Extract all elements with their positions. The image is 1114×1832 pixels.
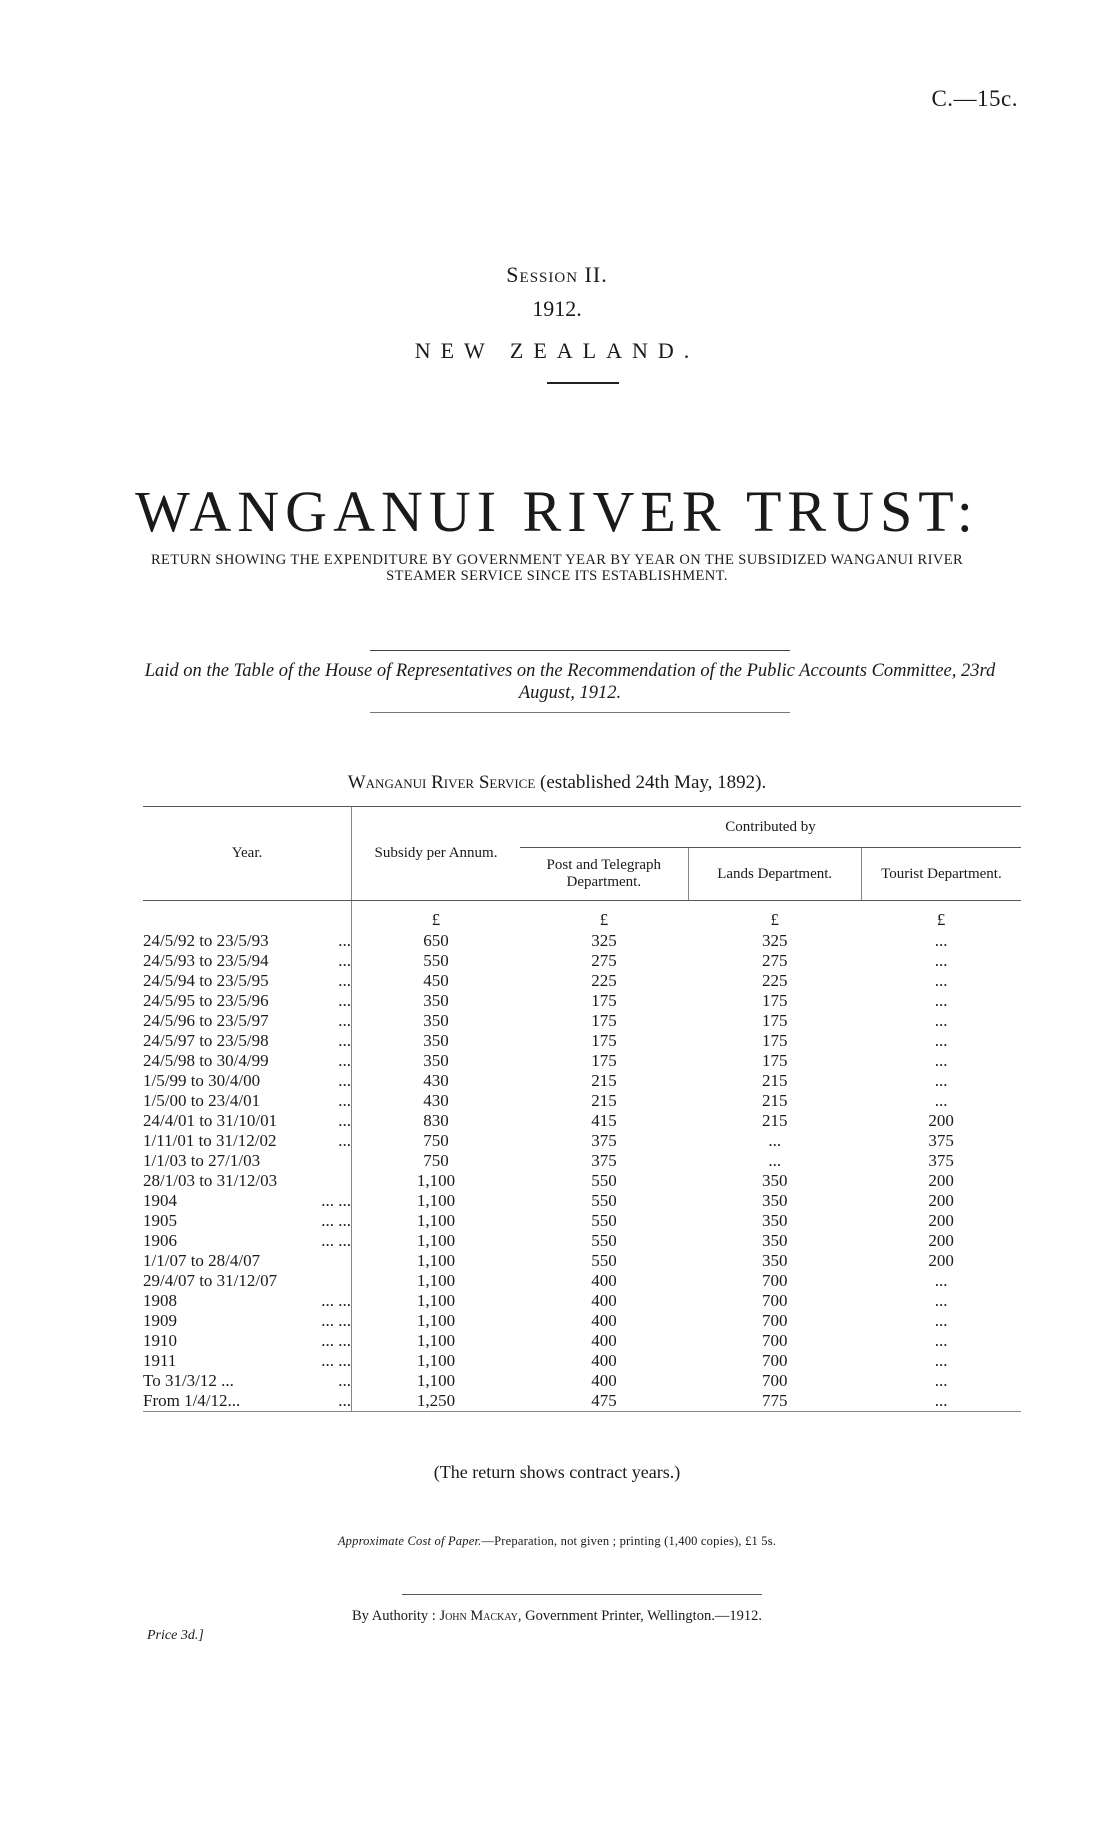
cell-year: 1/11/01 to 31/12/02 [143,1131,277,1150]
table-bottom-rule [143,1412,1021,1419]
cell-lands: 700 [761,1291,788,1310]
cell-tourist: 200 [928,1211,954,1230]
table-row [143,1211,1021,1231]
cell-lands: 325 [761,931,788,950]
cell-subsidy: 550 [351,951,520,971]
cell-post-telegraph: 175 [591,1051,617,1070]
cell-lands: 700 [761,1351,788,1370]
divider-rule [547,382,619,384]
cell-lands: 700 [761,1371,788,1390]
cell-post-telegraph: 475 [591,1391,617,1410]
divider-rule [370,712,790,713]
cell-post-telegraph: 400 [591,1271,617,1290]
divider-rule [402,1594,762,1595]
cell-year: 1906 [143,1231,177,1250]
unit-lands: £ [770,910,779,929]
table-row [143,1031,1021,1051]
cell-post-telegraph: 175 [591,1031,617,1050]
cell-leader-dots: ... ... [321,1351,351,1370]
cell-subsidy: 750 [351,1131,520,1151]
table-caption-detail: (established 24th May, 1892). [540,772,767,793]
cell-year: 24/5/98 to 30/4/99 [143,1051,269,1070]
cell-leader-dots: ... ... [321,1311,351,1330]
divider-rule [370,650,790,651]
cell-year: From 1/4/12... [143,1391,241,1410]
cell-year: 24/5/97 to 23/5/98 [143,1031,269,1050]
cell-lands: 175 [761,1051,788,1070]
cell-post-telegraph: 215 [591,1091,617,1110]
cell-subsidy: 350 [351,1031,520,1051]
cell-tourist: 200 [928,1171,954,1190]
table-row [143,1151,1021,1171]
cell-tourist: ... [934,1391,948,1410]
cell-subsidy: 1,100 [351,1351,520,1371]
cell-leader-dots: ... ... [321,1191,351,1210]
table-row [143,1231,1021,1251]
country-name: NEW ZEALAND. [414,338,700,363]
cell-leader-dots: ... [338,951,351,970]
cell-lands: 215 [761,1071,788,1090]
cell-tourist: 375 [928,1131,954,1150]
cell-subsidy: 830 [351,1111,520,1131]
cell-year: 24/5/94 to 23/5/95 [143,971,269,990]
cell-subsidy: 1,250 [351,1391,520,1412]
cell-leader-dots [319,1171,351,1191]
cell-year: To 31/3/12 ... [143,1371,234,1390]
authority-suffix: Government Printer, Wellington.—1912. [525,1608,762,1624]
cell-subsidy: 1,100 [351,1171,520,1191]
unit-row [143,901,1021,932]
cell-tourist: ... [934,1071,948,1090]
table-caption-name: Wanganui River Service [347,772,536,793]
table-row [143,1331,1021,1351]
cell-subsidy: 1,100 [351,1371,520,1391]
table-row [143,1011,1021,1031]
cell-subsidy: 430 [351,1071,520,1091]
cell-tourist: ... [934,1271,948,1290]
cell-tourist: 375 [928,1151,954,1170]
cell-leader-dots: ... [338,1011,351,1030]
cell-subsidy: 350 [351,991,520,1011]
cell-year: 24/5/95 to 23/5/96 [143,991,269,1010]
cell-tourist: ... [934,1011,948,1030]
cell-subsidy: 430 [351,1091,520,1111]
cell-lands: 350 [761,1171,788,1190]
cell-subsidy: 750 [351,1151,520,1171]
table-row [143,1371,1021,1391]
cell-year: 24/5/96 to 23/5/97 [143,1011,269,1030]
cell-tourist: ... [934,1351,948,1370]
cell-post-telegraph: 225 [591,971,617,990]
cell-post-telegraph: 175 [591,1011,617,1030]
table-row [143,1391,1021,1412]
cell-post-telegraph: 215 [591,1071,617,1090]
cell-lands: 175 [761,991,788,1010]
cell-year: 1909 [143,1311,177,1330]
table-row [143,1111,1021,1131]
cell-post-telegraph: 550 [591,1231,617,1250]
table-row [143,971,1021,991]
cell-leader-dots: ... [338,1051,351,1070]
cell-post-telegraph: 550 [591,1191,617,1210]
cell-subsidy: 650 [351,931,520,951]
cell-year: 1908 [143,1291,177,1310]
cell-post-telegraph: 400 [591,1371,617,1390]
subsidy-table [143,806,1021,1418]
document-reference: C.—15c. [931,86,1018,111]
page-title: WANGANUI RIVER TRUST: [135,479,979,544]
cell-lands: 350 [761,1191,788,1210]
session-year: 1912. [532,296,582,321]
cell-lands: 775 [761,1391,788,1410]
cell-leader-dots: ... [338,931,351,950]
unit-post: £ [599,910,609,929]
cell-tourist: ... [934,1331,948,1350]
price-label: Price 3d.] [147,1628,204,1643]
cell-post-telegraph: 550 [591,1251,617,1270]
cell-leader-dots [319,1151,351,1171]
printer-name: John Mackay, [439,1608,522,1624]
cell-leader-dots: ... [338,1131,351,1150]
cell-tourist: 200 [928,1111,954,1130]
table-row [143,1271,1021,1291]
page-subtitle: RETURN SHOWING THE EXPENDITURE BY GOVERNMENT YEAR BY YEAR ON THE SUBSIDIZED WANGANUI RIVER STEAMER SERVICE SINCE ITS ESTABLISHMENT. [150,552,964,584]
cell-lands: 700 [761,1311,788,1330]
cell-subsidy: 1,100 [351,1331,520,1351]
cell-tourist: 200 [928,1231,954,1250]
cell-subsidy: 1,100 [351,1251,520,1271]
cell-tourist: ... [934,931,948,950]
table-note: (The return shows contract years.) [433,1462,681,1482]
table-row [143,931,1021,951]
table-row [143,1311,1021,1331]
authority-line [0,1608,1114,1625]
cell-lands: ... [768,1131,782,1150]
cell-tourist: 200 [928,1191,954,1210]
cell-subsidy: 1,100 [351,1291,520,1311]
session-label: Session II. [506,262,608,287]
cell-post-telegraph: 375 [591,1131,617,1150]
header-post-telegraph: Post and Telegraph Department. [520,848,688,901]
cost-label: Approximate Cost of Paper. [337,1534,482,1548]
cell-post-telegraph: 415 [591,1111,617,1130]
cell-year: 1910 [143,1331,177,1350]
cell-year: 1/5/99 to 30/4/00 [143,1071,261,1090]
cell-post-telegraph: 400 [591,1311,617,1330]
cell-lands: 700 [761,1271,788,1290]
header-tourist: Tourist Department. [861,848,1021,901]
cell-post-telegraph: 550 [591,1171,617,1190]
table-row [143,1091,1021,1111]
cell-year: 1904 [143,1191,177,1210]
cell-year: 1911 [143,1351,177,1370]
cell-year: 1/1/07 to 28/4/07 [143,1251,261,1270]
cell-lands: 350 [761,1231,788,1250]
cell-subsidy: 350 [351,1011,520,1031]
cell-leader-dots: ... [338,1031,351,1050]
cell-subsidy: 1,100 [351,1271,520,1291]
header-lands: Lands Department. [688,848,861,901]
table-row [143,1051,1021,1071]
cell-leader-dots: ... ... [321,1231,351,1250]
laid-on-table-note: Laid on the Table of the House of Representatives on the Recommendation of the Public Accounts Committee, 23rd August, 1912. [144,661,996,703]
cell-post-telegraph: 550 [591,1211,617,1230]
cell-year: 1905 [143,1211,177,1230]
cell-tourist: ... [934,1291,948,1310]
cell-subsidy: 1,100 [351,1211,520,1231]
cell-leader-dots [319,1271,351,1291]
cell-post-telegraph: 400 [591,1331,617,1350]
cell-tourist: 200 [928,1251,954,1270]
cell-lands: 275 [761,951,788,970]
cell-leader-dots: ... ... [321,1291,351,1310]
cell-tourist: ... [934,971,948,990]
cell-year: 1/5/00 to 23/4/01 [143,1091,261,1110]
cell-leader-dots: ... [338,971,351,990]
cell-tourist: ... [934,1051,948,1070]
cell-tourist: ... [934,1311,948,1330]
cell-leader-dots: ... [338,1391,351,1410]
cell-lands: 700 [761,1331,788,1350]
table-caption [0,772,1114,794]
cell-post-telegraph: 175 [591,991,617,1010]
cell-leader-dots: ... [338,1091,351,1110]
cell-leader-dots: ... [338,1071,351,1090]
cell-leader-dots: ... [338,1111,351,1130]
cell-lands: 175 [761,1031,788,1050]
cell-subsidy: 1,100 [351,1311,520,1331]
header-contributed-by: Contributed by [520,807,1021,848]
cell-leader-dots: ... [338,1371,351,1390]
cell-year: 24/5/92 to 23/5/93 [143,931,269,950]
cell-subsidy: 450 [351,971,520,991]
cell-tourist: ... [934,1371,948,1390]
header-subsidy: Subsidy per Annum. [351,807,520,901]
cell-leader-dots: ... [338,991,351,1010]
cell-subsidy: 1,100 [351,1191,520,1211]
cell-lands: 215 [761,1111,788,1130]
cell-year: 24/4/01 to 31/10/01 [143,1111,278,1130]
cell-post-telegraph: 275 [591,951,617,970]
cell-year: 28/1/03 to 31/12/03 [143,1171,278,1190]
cell-tourist: ... [934,1031,948,1050]
cell-leader-dots: ... ... [321,1211,351,1230]
cost-of-paper [0,1534,1114,1549]
cell-post-telegraph: 400 [591,1351,617,1370]
cell-lands: 215 [761,1091,788,1110]
authority-prefix: By Authority : [352,1608,436,1624]
table-row [143,1071,1021,1091]
cell-subsidy: 1,100 [351,1231,520,1251]
cell-leader-dots: ... ... [321,1331,351,1350]
cell-lands: 350 [761,1251,788,1270]
cost-text: —Preparation, not given ; printing (1,400 copies), £1 5s. [481,1534,777,1548]
cell-leader-dots [319,1251,351,1271]
cell-year: 1/1/03 to 27/1/03 [143,1151,261,1170]
cell-lands: ... [768,1151,782,1170]
cell-lands: 350 [761,1211,788,1230]
cell-subsidy: 350 [351,1051,520,1071]
table-row [143,991,1021,1011]
unit-tourist: £ [936,910,946,929]
cell-tourist: ... [934,951,948,970]
cell-year: 29/4/07 to 31/12/07 [143,1271,278,1290]
cell-post-telegraph: 400 [591,1291,617,1310]
table-row [143,1251,1021,1271]
table-row [143,1191,1021,1211]
unit-subsidy: £ [351,901,520,932]
cell-tourist: ... [934,1091,948,1110]
cell-post-telegraph: 325 [591,931,617,950]
cell-lands: 175 [761,1011,788,1030]
cell-tourist: ... [934,991,948,1010]
table-row [143,1351,1021,1371]
table-row [143,951,1021,971]
header-year: Year. [143,807,351,901]
table-row [143,1291,1021,1311]
cell-post-telegraph: 375 [591,1151,617,1170]
cell-year: 24/5/93 to 23/5/94 [143,951,269,970]
cell-lands: 225 [761,971,788,990]
table-row [143,1171,1021,1191]
table-row [143,1131,1021,1151]
